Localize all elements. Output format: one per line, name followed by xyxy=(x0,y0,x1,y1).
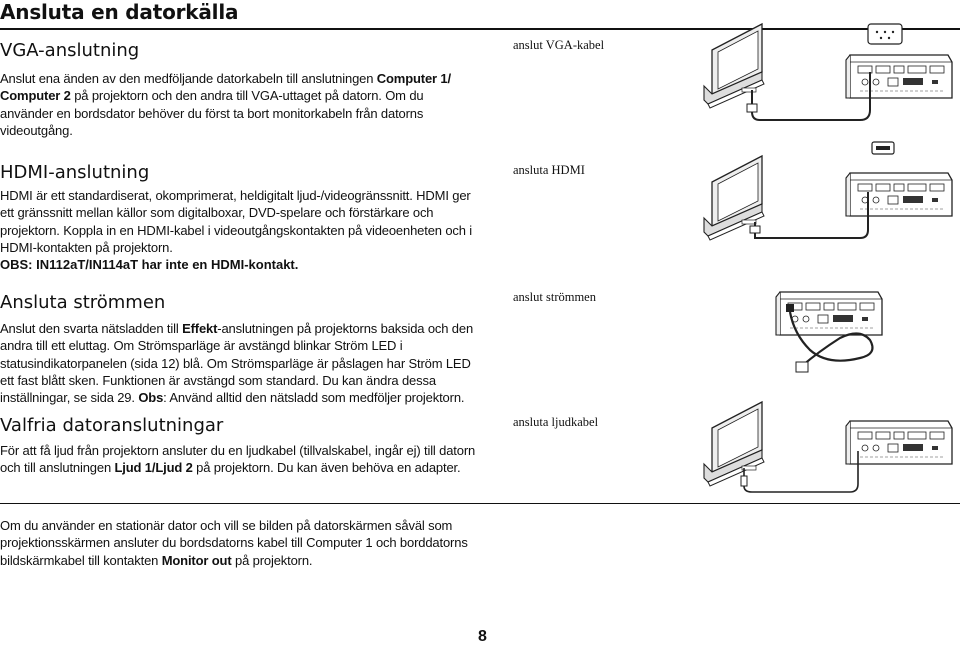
optional-heading: Valfria datoranslutningar xyxy=(0,415,224,436)
power-cord-projector-illustration xyxy=(700,262,960,382)
vga-heading: VGA-anslutning xyxy=(0,40,140,61)
power-heading: Ansluta strömmen xyxy=(0,292,166,313)
laptop-hdmi-projector-illustration xyxy=(700,140,960,250)
laptop-audio-projector-illustration xyxy=(700,396,960,498)
power-caption: anslut strömmen xyxy=(513,290,596,304)
vga-text-2: på projektorn och den andra till VGA-uttaget på datorn. Om du använder en bordsdator behöver du först ta bort monitorkabeln från datorns videoutgång. xyxy=(0,88,424,138)
hdmi-caption: ansluta HDMI xyxy=(513,163,585,177)
vga-caption: anslut VGA-kabel xyxy=(513,38,605,52)
footer-paragraph xyxy=(0,517,480,569)
optional-bold-ljud: Ljud 1/Ljud 2 xyxy=(114,460,193,476)
power-text-3: : Använd alltid den nätsladd som medföljer projektorn. xyxy=(163,390,465,406)
power-paragraph xyxy=(0,320,478,406)
vga-bold-computer: Computer 1/ Computer 2 xyxy=(0,71,451,104)
power-text-2: -anslutningen på projektorns baksida och den andra till ett eluttag. Om Strömsparläge är avstängd blinkar Ström LED i statusindikatorpanelen (sida 12) blå. Om Strömsparläge är påslagen har Ström LED ett fast blått sken. Funktionen är avstängd som standard. Du kan ändra dessa inställningar, se sida 29. xyxy=(0,321,474,406)
power-bold-obs: Obs xyxy=(138,390,164,406)
footer-bold-monitor: Monitor out xyxy=(161,552,232,568)
footer-text-1: Om du använder en stationär dator och vill se bilden på datorskärmen såväl som projektionsskärmen ansluter du bordsdatorns kabel till Computer 1 och borddatorns bildskärmkabel till kontakten xyxy=(0,518,468,568)
audio-caption: ansluta ljudkabel xyxy=(513,415,599,429)
vga-text-1: Anslut ena änden av den medföljande datorkabeln till anslutningen xyxy=(0,71,377,86)
footer-text-2: på projektorn. xyxy=(231,552,313,568)
optional-paragraph xyxy=(0,442,478,477)
section-divider xyxy=(0,503,960,504)
page-number: 8 xyxy=(478,628,487,645)
power-bold-effekt: Effekt xyxy=(182,321,218,336)
laptop-vga-projector-illustration xyxy=(700,20,960,135)
hdmi-heading: HDMI-anslutning xyxy=(0,162,150,183)
hdmi-note: OBS: IN112aT/IN114aT har inte en HDMI-kontakt. xyxy=(0,257,299,272)
hdmi-paragraph: HDMI är ett standardiserat, okomprimerat, heldigitalt ljud-/videogränssnitt. HDMI ger ett gränssnitt mellan källor som digitalboxar, DVD-spelare och förstärkare och projektorn. Koppla in en HDMI-kabel i videoutgångskontakten på videoenheten och i HDMI-kontakten på projektorn. xyxy=(0,188,473,255)
vga-paragraph xyxy=(0,70,478,139)
page-title: Ansluta en datorkälla xyxy=(0,0,239,24)
power-text-1: Anslut den svarta nätsladden till xyxy=(0,321,183,336)
optional-text-2: på projektorn. Du kan även behöva en adapter. xyxy=(192,460,461,476)
optional-text-1: För att få ljud från projektorn ansluter du en ljudkabel (tillvalskabel, ingår ej) till datorn och till anslutningen xyxy=(0,443,476,476)
